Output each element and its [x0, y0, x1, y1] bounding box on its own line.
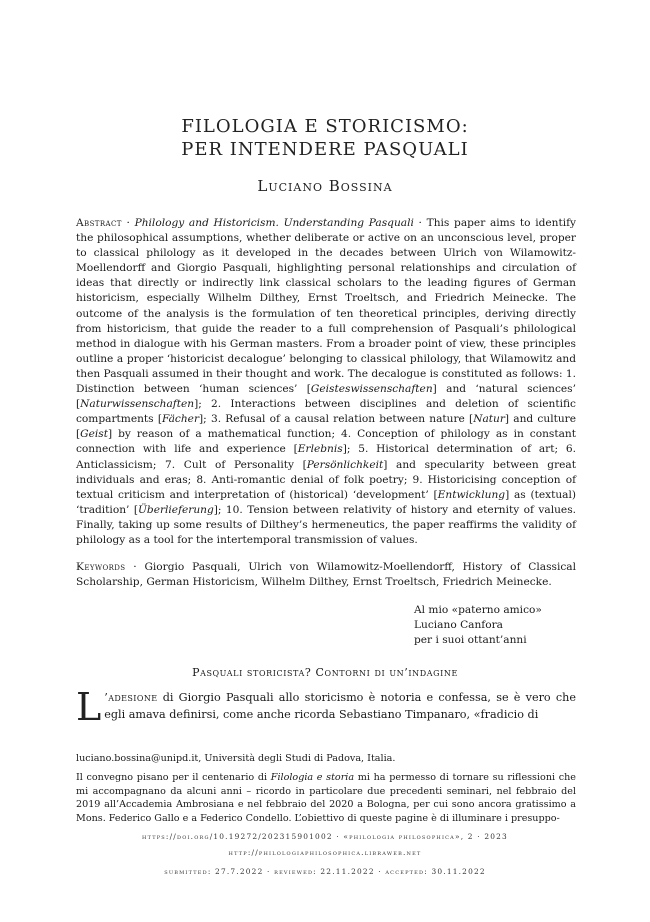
- note-title: Filologia e storia: [270, 772, 355, 784]
- abstract-text: ]; 10. Tension between relativity of history and eternity of values. Finally, taking up some results of Dilthey’s hermeneutics, the paper reaffirms the validity of philology as a tool for the intertemporal transmission of values.: [76, 503, 576, 546]
- abstract-subtitle: Philology and Historicism. Understanding Pasquali: [134, 217, 414, 229]
- keywords: [76, 560, 576, 590]
- abstract-text: ] and specularity between great individuals and eras; 8. Anti-romantic denial of folk poetry; 9. Historicising conception of textual criticism and interpretation of (historical) ‘development’ [: [76, 458, 576, 501]
- dedication: [414, 603, 542, 649]
- section-heading: Pasquali storicista? Contorni di un’indagine: [192, 666, 458, 679]
- abstract-term: Entwicklung: [437, 488, 506, 501]
- abstract-text: ]; 3. Refusal of a causal relation between nature [: [199, 413, 474, 426]
- dedication-line: per i suoi ottant’anni: [414, 634, 527, 647]
- abstract-separator-2: ·: [413, 217, 427, 229]
- abstract-term: Geisteswissenschaften: [310, 383, 433, 396]
- note-text: mi ha permesso di tornare su riflessioni che mi accompagnano da alcuni anni – ricordo in particolare due precedenti seminari, nel febbraio del 2019 all’Accademia Ambrosiana e nel febbraio del 2020 a Bologna, per cui sono ancora gratissimo a Mons. Federico Gallo e a Federico Condello. L’obiettivo di queste pagine è di illuminare i presuppo-: [76, 772, 576, 824]
- author-affiliation: luciano.bossina@unipd.it, Università degli Studi di Padova, Italia.: [76, 753, 396, 764]
- abstract: [76, 216, 576, 548]
- abstract-term: Persönlichkeit: [306, 458, 384, 471]
- author-name: Luciano Bossina: [257, 177, 393, 195]
- abstract-term: Naturwissenschaften: [80, 398, 195, 411]
- abstract-term: Überlieferung: [137, 503, 214, 516]
- abstract-text: ]; 2. Interactions between disciplines and deletion of scientific compartments [: [76, 398, 576, 426]
- submission-dates: submitted: 27.7.2022 · reviewed: 22.11.2022 · accepted: 30.11.2022: [164, 867, 486, 876]
- lead-word: ’adesione: [104, 691, 158, 704]
- body-paragraph: [76, 685, 576, 729]
- abstract-separator: ·: [121, 217, 135, 229]
- abstract-text: ] by reason of a mathematical function; 4. Conception of philology as in constant connection with life and experience [: [76, 428, 576, 456]
- abstract-term: Geist: [80, 428, 108, 441]
- abstract-term: Fächer: [161, 413, 200, 426]
- abstract-text: ]; 5. Historical determination of art; 6. Anticlassicism; 7. Cult of Personality [: [76, 443, 576, 471]
- abstract-label: Abstract: [76, 217, 122, 229]
- abstract-text: ] as (textual) ‘tradition’ [: [76, 488, 577, 516]
- article-title-line-2: PER INTENDERE PASQUALI: [181, 139, 469, 160]
- abstract-text: ] and culture [: [76, 413, 576, 441]
- footnotes: [76, 752, 576, 831]
- keywords-separator: ·: [125, 561, 145, 573]
- abstract-text: ] and ‘natural sciences’ [: [76, 383, 576, 411]
- keywords-label: Keywords: [76, 561, 126, 573]
- note-text: Il convegno pisano per il centenario di: [76, 772, 271, 784]
- dedication-line: Luciano Canfora: [414, 619, 503, 632]
- abstract-term: Erlebnis: [297, 443, 343, 456]
- body-text: di Giorgio Pasquali allo storicismo è notoria e confessa, se è vero che egli amava definirsi, come anche ricorda Sebastiano Timpanaro, «fradicio di: [104, 691, 576, 721]
- abstract-term: Natur: [473, 413, 505, 426]
- dedication-line: Al mio «paterno amico»: [414, 604, 542, 616]
- acknowledgement-note: [76, 771, 576, 825]
- drop-cap: L: [76, 685, 102, 729]
- abstract-text: This paper aims to identify the philosophical assumptions, whether deliberate or active on an unconscious level, proper to classical philology as it developed in the decades between Ulrich von Wilamowitz-Moellendorff and Giorgio Pasquali, highlighting personal relationships and circulation of ideas that directly or indirectly link classical scholars to the leading figures of German historicism, especially Wilhelm Dilthey, Ernst Troeltsch, and Friedrich Meinecke. The outcome of the analysis is the formulation of ten theoretical principles, deriving directly from historicism, that guide the reader to a full comprehension of Pasquali’s philological method in dialogue with his German masters. From a broader point of view, these principles outline a proper ‘historicist decalogue’ belonging to classical philology, that Wilamowitz and then Pasquali assumed in their thought and work. The decalogue is constituted as follows: 1. Distinction between ‘human sciences’ [: [76, 217, 577, 396]
- keywords-text: Giorgio Pasquali, Ulrich von Wilamowitz-Moellendorff, History of Classical Scholarship, German Historicism, Wilhelm Dilthey, Ernst Troeltsch, Friedrich Meinecke.: [76, 561, 576, 589]
- doi-line: https://doi.org/10.19272/202315901002 · «philologia philosophica», 2 · 2023: [142, 832, 508, 841]
- journal-url: http://philologiaphilosophica.libraweb.net: [228, 848, 422, 857]
- article-title-line-1: FILOLOGIA E STORICISMO:: [181, 116, 469, 137]
